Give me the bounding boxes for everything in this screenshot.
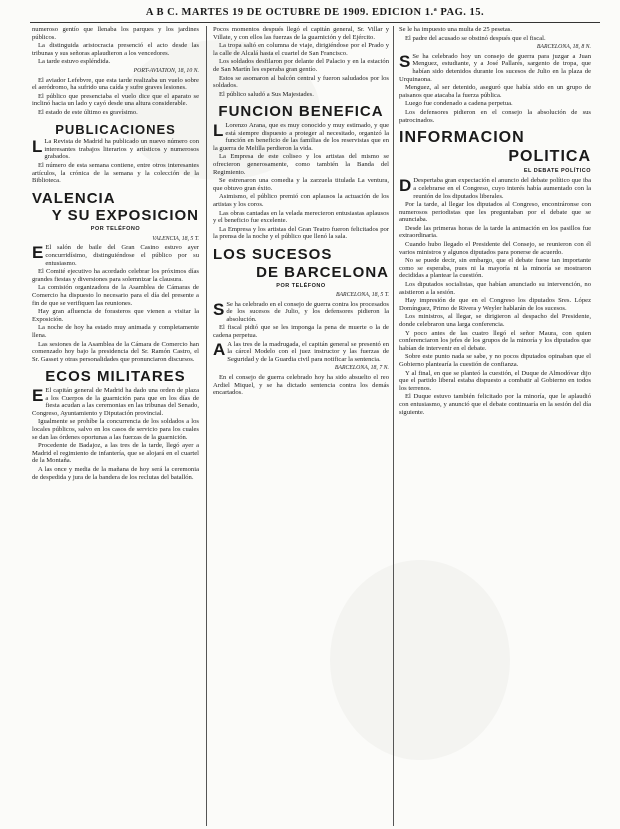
paragraph: Igualmente se prohíbe la concurrencia de los soldados a los locales públicos, salvo en los casos de servicio para los cuales se dan las órdenes oportunas a las fuerzas de la guarnición. (32, 418, 199, 441)
paragraph: La comisión organizadora de la Asamblea de Cámaras de Comercio ha dispuesto lo necesario para el día del presente a fin de que se verifiquen las reuniones. (32, 284, 199, 307)
drop-cap: S (399, 51, 411, 71)
dateline: BARCELONA, 18, 5 T. (335, 292, 389, 299)
paragraph: Y poco antes de las cuatro llegó el señor Maura, con quien conferenciaron los jefes de los grupos de la minoría y los diputados que habían de intervenir en el debate. (399, 329, 591, 352)
section-title-de-barcelona: DE BARCELONA (256, 263, 389, 281)
page-header: A B C. MARTES 19 DE OCTUBRE DE 1909. EDICION 1.ª PAG. 15. (30, 4, 600, 23)
paragraph: Los ministros, al llegar, se dirigieron al despacho del Presidente, donde celebraron una larga conferencia. (399, 313, 591, 328)
paragraph: Las obras cantadas en la velada merecieron entusiastas aplausos y el beneficio fue excelente. (213, 209, 389, 225)
dateline: BARCELONA, 18, 7 N. (334, 365, 389, 372)
paragraph: S Se ha celebrado en el consejo de guerra contra los procesados de los sucesos de Julio, y los defensores pidieron la absolución. (213, 299, 389, 323)
paragraph: Se le ha impuesto una multa de 25 pesetas. (399, 26, 512, 33)
paragraph: A las once y media de la mañana de hoy será la ceremonia de despedida y jura de la bandera de los reclutas del batallón. (32, 466, 199, 481)
paragraph: El número de esta semana contiene, entre otros interesantes artículos, la crónica de la semana y la colección de la Biblioteca. (32, 161, 199, 185)
section-title-exposicion: Y SU EXPOSICION (51, 207, 199, 225)
paragraph: Pocos momentos después llegó el capitán general, Sr. Villar y Villate, y con ellos las fuerzas de la guarnición y del Ejército. (213, 26, 389, 41)
paragraph: No se puede decir, sin embargo, que el debate fuese tan importante como se esperaba, pues ni la mayoría ni la minoría se mostraron decididas a plantear la cuestión. (399, 257, 591, 280)
paragraph: El padre del acusado se obstinó después que el fiscal. (405, 34, 546, 42)
paragraph: Los diputados socialistas, que habían anunciado su intervención, no asistieron a la sesión. (399, 281, 591, 296)
paragraph: Estos se asomaron al balcón central y fueron saludados por los soldados. (213, 74, 389, 90)
paragraph: Desde las primeras horas de la tarde la animación en los pasillos fue extraordinaria. (399, 224, 591, 240)
section-subtitle: EL DEBATE POLÍTICO (523, 167, 591, 174)
section-title-los-sucesos: LOS SUCESOS (213, 246, 333, 263)
column-rule (206, 26, 207, 826)
column-3 (399, 26, 591, 826)
paragraph: Procedente de Badajoz, a las tres de la tarde, llegó ayer a Madrid el regimiento de infantería, que se alojará en el cuartel de la Montaña. (32, 442, 199, 465)
section-subtitle: POR TELÉFONO (276, 282, 326, 289)
paragraph: Menguez, al ser detenido, aseguró que había sido en un grupo de paisanos que atacaba la fuerza pública. (399, 84, 591, 99)
paragraph: Cuando hubo llegado el Presidente del Consejo, se reunieron con él varios ministros y algunos diputados para ponerse de acuerdo. (399, 241, 591, 256)
paragraph: Luego fue condenado a cadena perpetua. (405, 100, 513, 108)
paragraph: Se estrenaron una comedia y la zarzuela titulada La ventura, que obtuvo gran éxito. (213, 177, 389, 192)
paragraph: Hay gran afluencia de forasteros que vienen a visitar la Exposición. (32, 308, 199, 323)
column-2 (213, 26, 389, 826)
paragraph: El fiscal pidió que se les imponga la pena de muerte o la de cadena perpetua. (213, 324, 389, 340)
paragraph: Sobre este punto nada se sabe, y no pocos diputados opinaban que el Gobierno plantearía la cuestión de confianza. (399, 353, 591, 368)
paragraph: En el consejo de guerra celebrado hoy ha sido absuelto el reo Ardiel Miquel, y se ha dictado sentencia contra los demás encartados. (213, 374, 389, 397)
section-title-funcion-benefica: FUNCION BENEFICA (218, 103, 384, 121)
paragraph: La tropa salió en columna de viaje, dirigiéndose por el Prado y la calle de Alcalá hasta el cuartel de San Francisco. (213, 42, 389, 57)
paragraph: S Se ha celebrado hoy un consejo de guerra para juzgar a Juan Menguez, estudiante, y a José Pallarés, sargento de tropa, que habían sido detenidos durante los sucesos de Julio en la plaza de Urquinaona. (399, 51, 591, 83)
drop-cap: D (399, 176, 412, 196)
paragraph: E El salón de baile del Gran Casino estuvo ayer concurridísimo, distinguiéndose el público por su entusiasmo. (32, 243, 199, 267)
drop-cap: S (213, 299, 225, 319)
paragraph: El público saludó a Sus Majestades. (219, 90, 314, 98)
paragraph: numeroso gentío que llenaba los parques y los jardines públicos. (32, 26, 199, 41)
drop-cap: E (32, 243, 44, 263)
section-title-politica: POLITICA (508, 147, 591, 165)
paragraph: L La Revista de Madrid ha publicado un nuevo número con interesantes trabajos literarios y artísticos y numerosos grabados. (32, 137, 199, 161)
drop-cap: A (213, 339, 226, 359)
drop-cap: L (32, 137, 43, 157)
paragraph: La Empresa de este coliseo y los artistas del mismo se ofrecieron generosamente, como también la Banda del Regimiento. (213, 153, 389, 176)
paragraph: A A las tres de la madrugada, el capitán general se presentó en la cárcel Modelo con el juez instructor y las fuerzas de Seguridad y de la Guardia civil para notificar la sentencia. (213, 339, 389, 363)
section-title-ecos-militares: ECOS MILITARES (45, 368, 186, 386)
paragraph: El estado de este último es gravísimo. (38, 108, 138, 116)
paragraph: La tarde estuvo espléndida. (38, 58, 111, 66)
dateline: PORT-AVIATION, 18, 10 N. (133, 67, 199, 74)
paragraph: El Comité ejecutivo ha acordado celebrar los próximos días grandes fiestas y diversiones para solemnizar la clausura. (32, 268, 199, 283)
paragraph: Por la tarde, al llegar los diputados al Congreso, encontráronse con numerosos periodistas que les preguntaban por el debate que se anunciaba. (399, 201, 591, 224)
paragraph: El Duque estuvo también felicitado por la minoría, que le aplaudió con entusiasmo, y anunció que el debate continuaría en la sesión del día siguiente. (399, 393, 591, 416)
paragraph: Los defensores pidieron en el consejo la absolución de sus patrocinados. (399, 108, 591, 124)
paragraph: Asimismo, el público premió con aplausos la actuación de los artistas y los coros. (213, 193, 389, 209)
paragraph: Hay impresión de que en el Congreso los diputados Sres. López Domínguez, Primo de Rivera y Weyler hablarán de los sucesos. (399, 297, 591, 312)
paragraph: L Lorenzo Arana, que es muy conocido y muy estimado, y que está siempre dispuesto a proteger al necesitado, organizó la función en beneficio de las familias de los reservistas que en la guerra de Melilla perdieron la vida. (213, 121, 389, 152)
dateline: BARCELONA, 18, 8 N. (536, 44, 591, 51)
paragraph: Los soldados desfilaron por delante del Palacio y en la estación de San Martín les esperaba gran gentío. (213, 58, 389, 73)
paragraph: La noche de hoy ha estado muy animada y completamente llena. (32, 324, 199, 339)
paragraph: E El capitán general de Madrid ha dado una orden de plaza a los Cuerpos de la guarnición para que en los días de fiesta acudan a las ceremonias en las tribunas del Senado, Congreso, Ayuntamiento y Diputación provincial. (32, 386, 199, 417)
paragraph: El aviador Lefebvre, que esta tarde realizaba un vuelo sobre el aeródromo, ha sufrido una caída y sufre graves lesiones. (32, 76, 199, 92)
section-subtitle: POR TELÉFONO (90, 226, 141, 233)
section-title-valencia: VALENCIA (32, 189, 116, 207)
paragraph: La distinguida aristocracia presenció el acto desde las tribunas y sus señoras aplaudieron a los vencedores. (32, 42, 199, 57)
paragraph: Y al final, en que se planteó la cuestión, el Duque de Almodóvar dijo que el partido liberal estaba dispuesto a combatir al Gobierno en todos los terrenos. (399, 369, 591, 392)
drop-cap: L (213, 121, 224, 141)
drop-cap: E (32, 386, 44, 406)
section-title-publicaciones: PUBLICACIONES (55, 121, 176, 137)
paragraph: El público que presenciaba el vuelo dice que el aparato se inclinó hacia un lado y cayó desde una altura considerable. (32, 92, 199, 108)
paragraph: Las sesiones de la Asamblea de la Cámara de Comercio han comenzado hoy bajo la presidencia del Sr. Ramón Castro, el Sr. Gasset y otras personalidades que pronunciaron discursos. (32, 340, 199, 363)
dateline: VALENCIA, 18, 5 T. (152, 235, 199, 242)
column-rule (393, 26, 394, 826)
column-1 (32, 26, 199, 826)
paragraph: La Empresa y los artistas del Gran Teatro fueron felicitados por la prensa de la noche y el público que llenó la sala. (213, 225, 389, 241)
section-title-informacion: INFORMACION (399, 129, 525, 147)
paragraph: D Despertaba gran expectación el anuncio del debate político que iba a celebrarse en el Congreso, cuyo interés había aumentado con la reunión de los diputados liberales. (399, 176, 591, 200)
